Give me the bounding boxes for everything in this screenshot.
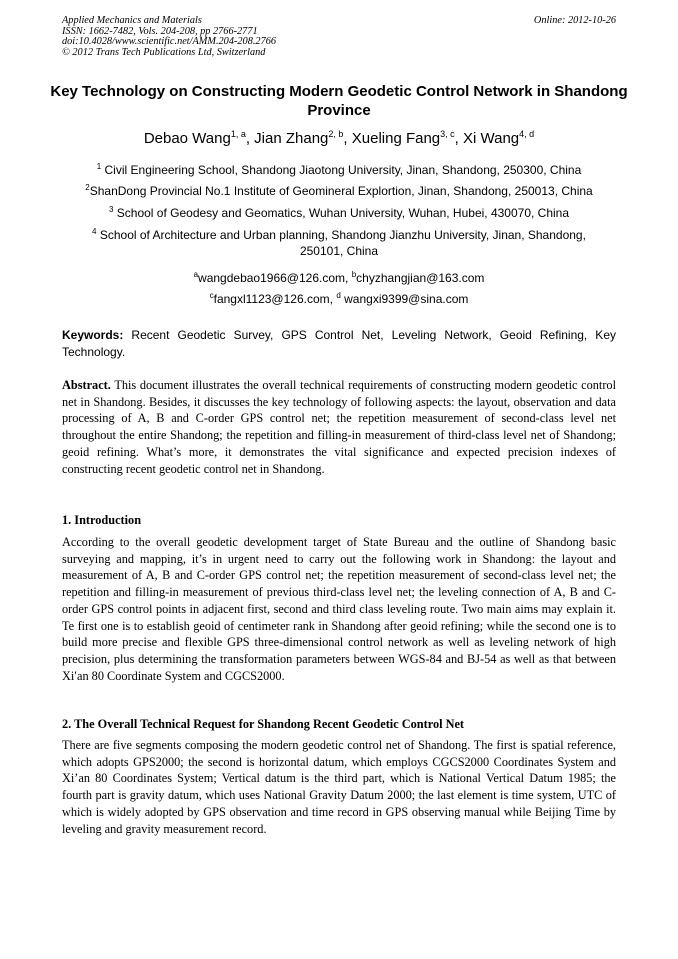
author-sup: 4, d (519, 129, 535, 139)
abstract-label: Abstract. (62, 378, 111, 392)
email-address: fangxl1123@126.com (213, 292, 330, 306)
keywords-text: Recent Geodetic Survey, GPS Control Net, Leveling Network, Geoid Refining, Key Technology. (62, 328, 616, 359)
keywords-label: Keywords: (62, 328, 124, 342)
online-date: Online: 2012-10-26 (533, 15, 616, 26)
email-address: wangdebao1966@126.com (198, 271, 346, 285)
abstract (62, 377, 616, 477)
doi-line: doi:10.4028/www.scientific.net/AMM.204-208.2766 (62, 36, 277, 48)
author-list: Debao Wang$^{1, a}$, Jian Zhang$^{2, b}$, Xueling Fang$^{3, c}$, Xi Wang$^{4, d}$ (143, 129, 535, 147)
section-heading: 1. Introduction (62, 513, 142, 527)
section-heading: 2. The Overall Technical Request for Shandong Recent Geodetic Control Net (62, 717, 465, 731)
email-address: wangxi9399@sina.com (344, 292, 469, 306)
email-line-1: $^a$wangdebao1966@126.com, $^b$chyzhangjian@163.com (193, 270, 485, 285)
author-name: Debao Wang (143, 130, 231, 147)
issn-line: ISSN: 1662-7482, Vols. 204-208, pp 2766-2771 (62, 25, 258, 37)
keywords (62, 327, 616, 360)
author-sup: 3, c (440, 129, 455, 139)
journal-name: Applied Mechanics and Materials (62, 15, 202, 26)
author-name: Xueling Fang (351, 130, 441, 147)
affiliation-2: $^2$ShanDong Provincial No.1 Institute of Geomineral Explortion, Jinan, Shandong, 250013, China (85, 183, 593, 198)
affiliation-3: $^3$ School of Geodesy and Geomatics, Wuhan University, Wuhan, Hubei, 430070, China (108, 205, 570, 220)
author-sup: 1, a (230, 129, 246, 139)
abstract-text: This document illustrates the overall technical requirements of constructing modern geodetic control net in Shandong. Besides, it discusses the key technology of following aspects: the layout, observation and data processing of A, B and C-order GPS control net; the repetition measurement of second-class level net throughout the entire Shandong; the repetition and filling-in measurement of third-class level net of Shandong; geoid refining. What’s more, it demonstrates the vital significance and expected precision indexes of constructing recent geodetic control net in Shandong. (62, 378, 616, 476)
author-sup: 2, b (328, 129, 344, 139)
affiliation-4: $^4$ School of Architecture and Urban planning, Shandong Jianzhu University, Jinan, Shandong, 250101, China (92, 227, 586, 258)
author-name: Xi Wang (463, 130, 520, 147)
page-header (62, 16, 616, 58)
section-paragraph: According to the overall geodetic development target of State Bureau and the outline of Shandong basic surveying and mapping, it’s in urgent need to carry out the following work in Shandong: the layout and measurement of A, B and C-order GPS control net; the repetition measurement of second-class level net; the repetition and filling-in measurement of previous third-class level net; the leveling connection of A, B and C-order GPS control points in adjacent first, second and third class leveling route. Two main aims may explain it. Te first one is to establish geoid of centimeter rank in Shandong after geoid refining; while the second one is to build more precise and flexible GPS three-dimensional control network as well as leveling network of high precision, plus determining the transformation parameters between WGS-84 and BJ-54 as well as that between Xi′an 80 Coordinate System and CGCS2000. (62, 535, 616, 683)
email-line-2: $^c$fangxl1123@126.com, $^d$ wangxi9399@sina.com (209, 291, 469, 306)
paper-title: Key Technology on Constructing Modern Geodetic Control Network in Shandong Province (50, 83, 628, 119)
affiliation-1: $^1$ Civil Engineering School, Shandong Jiaotong University, Jinan, Shandong, 250300, China (96, 162, 582, 177)
section-paragraph: There are five segments composing the modern geodetic control net of Shandong. The first is spatial reference, which adopts GPS2000; the second is horizontal datum, which employs CGCS2000 Coordinates System and Xi’an 80 Coordinates System; Vertical datum is the third part, which is National Vertical Datum 1985; the fourth part is gravity datum, which uses National Gravity Datum 2000; the last element is time system, UTC of which is widely adopted by GPS observation and time record in GPS observing manual while Beijing Time by leveling and gravity measurement record. (62, 738, 616, 836)
email-address: chyzhangjian@163.com (356, 271, 485, 285)
copyright-line: © 2012 Trans Tech Publications Ltd, Switzerland (62, 46, 266, 58)
author-name: Jian Zhang (254, 130, 329, 147)
